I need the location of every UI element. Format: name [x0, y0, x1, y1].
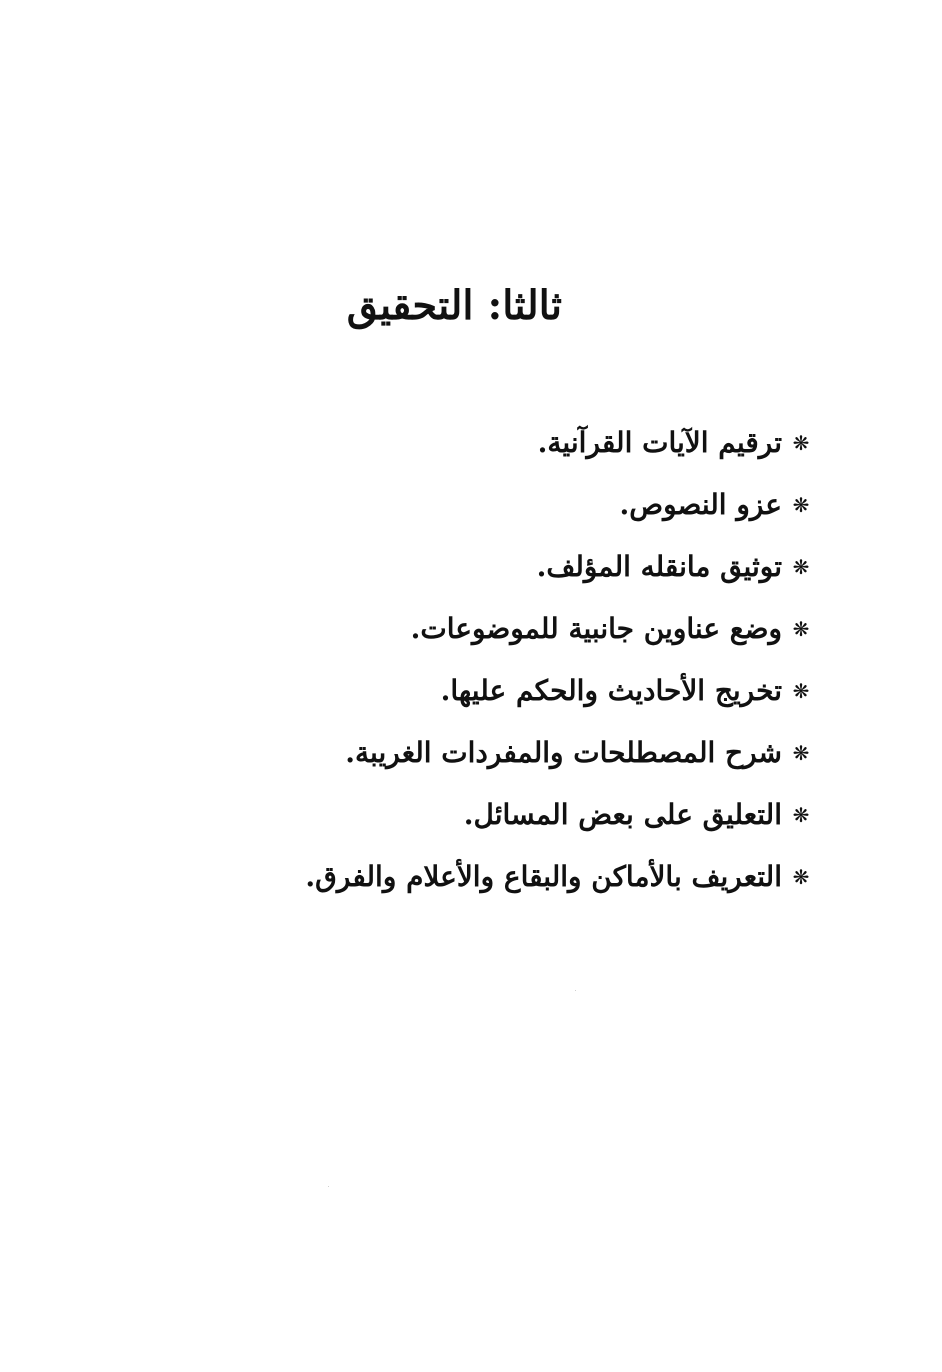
list-item [292, 660, 812, 722]
asterisk-bullet-icon: ❋ [792, 741, 810, 765]
scan-speck [328, 1186, 329, 1187]
list-item [292, 846, 812, 908]
scan-speck [575, 990, 576, 991]
section-title: ثالثا: التحقيق [346, 282, 562, 329]
asterisk-bullet-icon: ❋ [792, 803, 810, 827]
asterisk-bullet-icon: ❋ [792, 431, 810, 455]
list-item-text: ترقيم الآيات القرآنية. [537, 426, 782, 459]
list-item-text: توثيق مانقله المؤلف. [536, 550, 782, 583]
list-item-text: شرح المصطلحات والمفردات الغريبة. [345, 736, 782, 769]
asterisk-bullet-icon: ❋ [792, 679, 810, 703]
methodology-list [292, 412, 812, 908]
list-item-text: عزو النصوص. [619, 488, 782, 521]
list-item [292, 536, 812, 598]
list-item-text: التعريف بالأماكن والبقاع والأعلام والفرق. [305, 860, 782, 893]
asterisk-bullet-icon: ❋ [792, 617, 810, 641]
list-item [292, 722, 812, 784]
asterisk-bullet-icon: ❋ [792, 865, 810, 889]
list-item [292, 474, 812, 536]
list-item [292, 598, 812, 660]
list-item [292, 784, 812, 846]
list-item-text: التعليق على بعض المسائل. [463, 798, 782, 831]
asterisk-bullet-icon: ❋ [792, 493, 810, 517]
list-item-text: تخريج الأحاديث والحكم عليها. [440, 674, 782, 707]
list-item-text: وضع عناوين جانبية للموضوعات. [410, 612, 782, 645]
list-item [292, 412, 812, 474]
asterisk-bullet-icon: ❋ [792, 555, 810, 579]
